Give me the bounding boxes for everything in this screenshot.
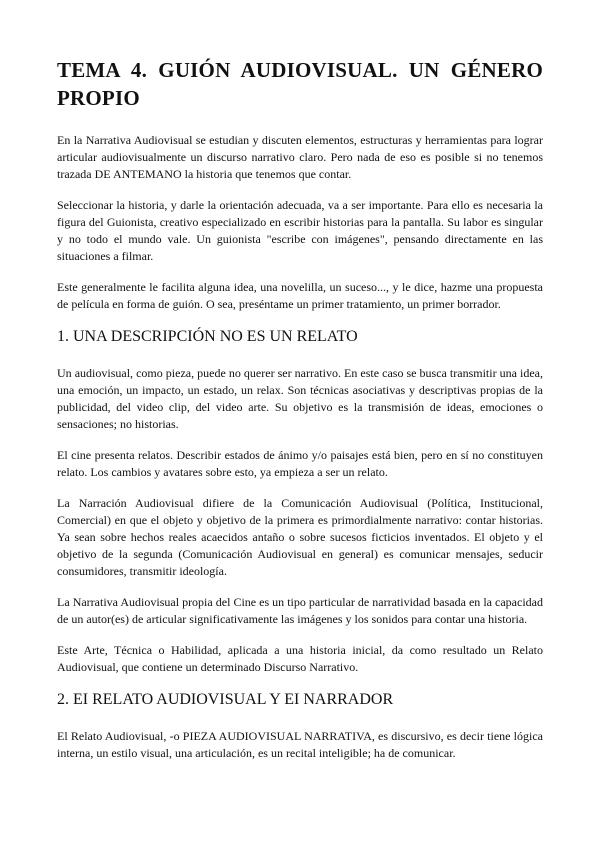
section-1-paragraph: La Narración Audiovisual difiere de la Comunicación Audiovisual (Política, Institucional, Comercial) en que el objeto y objetivo de la primera es primordialmente narrativo: contar historias. Ya sean sobre hechos reales acaecidos antaño o sobre sucesos ficticios inventados. El objeto y el objetivo de la segunda (Comunicación Audiovisual en general) es comunicar mensajes, seducir consumidores, transmitir ideología. [57, 496, 543, 578]
intro-paragraph: En la Narrativa Audiovisual se estudian y discuten elementos, estructuras y herramientas para lograr articular audiovisualmente un discurso narrativo claro. Pero nada de eso es posible si no tenemos trazada DE ANTEMANO la historia que tenemos que contar. [57, 133, 543, 181]
section-1-paragraph: El cine presenta relatos. Describir estados de ánimo y/o paisajes está bien, pero en sí no constituyen relato. Los cambios y avatares sobre esto, ya empieza a ser un relato. [57, 448, 543, 479]
section-1-paragraph: Este Arte, Técnica o Habilidad, aplicada a una historia inicial, da como resultado un Relato Audiovisual, que contiene un determinado Discurso Narrativo. [57, 643, 543, 674]
intro-paragraph: Seleccionar la historia, y darle la orientación adecuada, va a ser importante. Para ello es necesaria la figura del Guionista, creativo especializado en escribir historias para la pantalla. Su labor es singular y no todo el mundo vale. Un guionista "escribe con imágenes", pensando directamente en las situaciones a filmar. [57, 198, 543, 263]
document-title: TEMA 4. GUIÓN AUDIOVISUAL. UN GÉNERO PROPIO [57, 58, 543, 110]
section-1-paragraph: La Narrativa Audiovisual propia del Cine es un tipo particular de narratividad basada en la capacidad de un autor(es) de articular significativamente las imágenes y los sonidos para contar una historia. [57, 595, 543, 626]
section-1-paragraph: Un audiovisual, como pieza, puede no querer ser narrativo. En este caso se busca transmitir una idea, una emoción, un impacto, un estado, un relax. Son técnicas asociativas y descriptivas propias de la publicidad, del video clip, del video arte. Su objetivo es la transmisión de ideas, emociones o sensaciones; no historias. [57, 366, 543, 431]
section-2-paragraph: El Relato Audiovisual, -o PIEZA AUDIOVISUAL NARRATIVA, es discursivo, es decir tiene lógica interna, un estilo visual, una articulación, es un recital inteligible; ha de comunicar. [57, 729, 543, 760]
intro-paragraph: Este generalmente le facilita alguna idea, una novelilla, un suceso..., y le dice, hazme una propuesta de película en forma de guión. O sea, preséntame un primer tratamiento, un primer borrador. [57, 280, 543, 311]
section-1-heading: 1. UNA DESCRIPCIÓN NO ES UN RELATO [57, 328, 358, 345]
section-2-heading: 2. EI RELATO AUDIOVISUAL Y EI NARRADOR [57, 691, 394, 708]
